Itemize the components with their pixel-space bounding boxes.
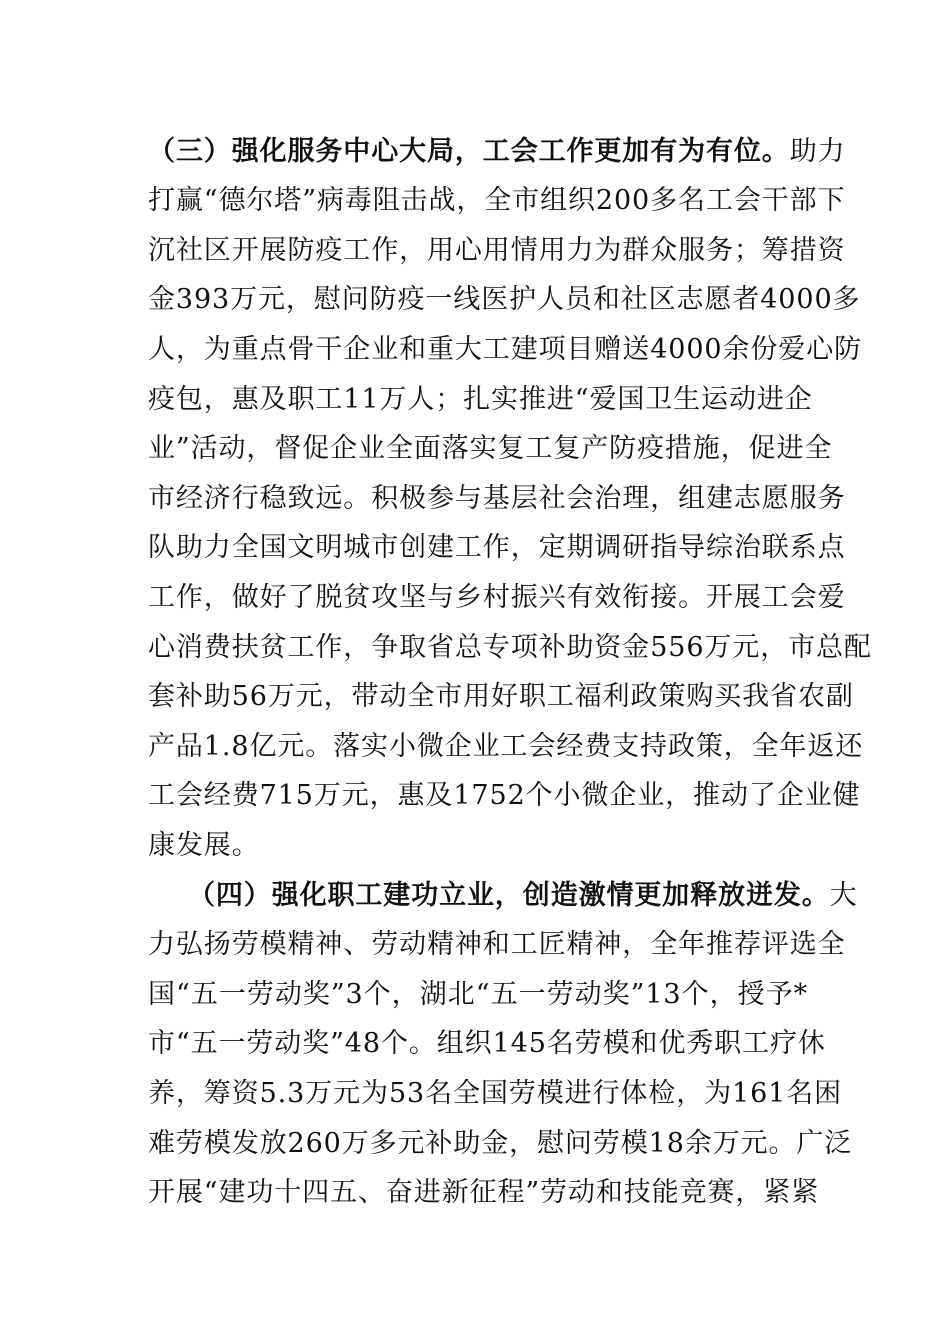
section3-line-9: 工作，做好了脱贫攻坚与乡村振兴有效衔接。开展工会爱 xyxy=(148,582,846,613)
section4-line-1: 力弘扬劳模精神、劳动精神和工匠精神，全年推荐评选全 xyxy=(148,929,846,960)
section3-first-line xyxy=(148,132,846,172)
section3-line-6: 业”活动，督促企业全面落实复工复产防疫措施，促进全 xyxy=(148,433,833,464)
section3-line-5: 疫包，惠及职工11万人；扎实推进“爱国卫生运动进企 xyxy=(148,384,813,415)
section3-line-0: 助力 xyxy=(789,136,846,167)
section3-line-12: 产品1.8亿元。落实小微企业工会经费支持政策，全年返还 xyxy=(148,731,864,762)
section3-line-2: 沉社区开展防疫工作，用心用情用力为群众服务；筹措资 xyxy=(148,235,846,266)
section3-line-1: 打赢“德尔塔”病毒阻击战，全市组织200多名工会干部下 xyxy=(148,185,846,216)
section4-line-2: 国“五一劳动奖”3个，湖北“五一劳动奖”13个，授予* xyxy=(148,979,808,1010)
section3-line-4: 人，为重点骨干企业和重大工建项目赠送4000余份爱心防 xyxy=(148,334,863,365)
section3-line-10: 心消费扶贫工作，争取省总专项补助资金556万元，市总配 xyxy=(148,632,872,663)
section4-line-5: 难劳模发放260万多元补助金，慰问劳模18余万元。广泛 xyxy=(148,1128,853,1159)
section4-line-6: 开展“建功十四五、奋进新征程”劳动和技能竞赛，紧紧 xyxy=(148,1177,820,1208)
section3-line-3: 金393万元，慰问防疫一线医护人员和社区志愿者4000多 xyxy=(148,284,861,315)
section4-heading: （四）强化职工建功立业，创造激情更加释放迸发。 xyxy=(188,880,830,911)
section4-line-4: 养，筹资5.3万元为53名全国劳模进行体检，为161名困 xyxy=(148,1078,843,1109)
section3-heading: （三）强化服务中心大局，工会工作更加有为有位。 xyxy=(148,136,790,167)
section3-line-14: 康发展。 xyxy=(148,830,260,861)
section3-line-8: 队助力全国文明城市创建工作，定期调研指导综治联系点 xyxy=(148,532,846,563)
section3-line-7: 市经济行稳致远。积极参与基层社会治理，组建志愿服务 xyxy=(148,483,846,514)
section3-line-13: 工会经费715万元，惠及1752个小微企业，推动了企业健 xyxy=(148,780,861,811)
section4-line-3: 市“五一劳动奖”48个。组织145名劳模和优秀职工疗休 xyxy=(148,1028,826,1059)
section4-line-0: 大 xyxy=(829,880,858,911)
section4-first-line xyxy=(188,876,858,916)
section3-line-11: 套补助56万元，带动全市用好职工福利政策购买我省农副 xyxy=(148,681,854,712)
